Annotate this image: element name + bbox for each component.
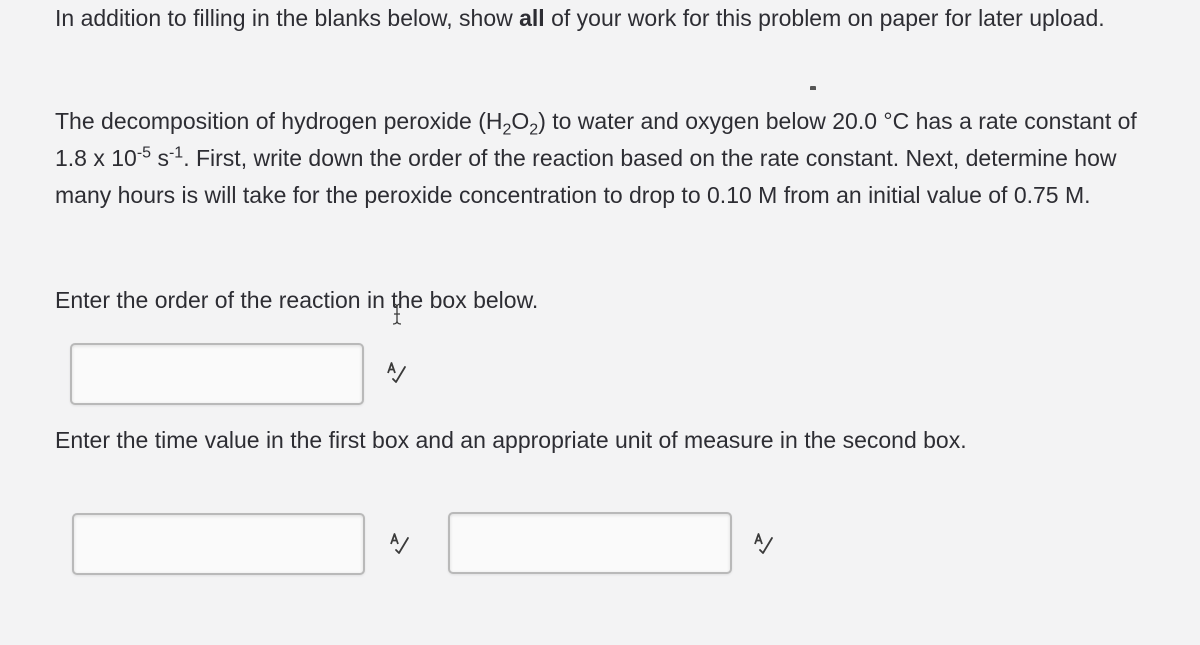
superscript-2: -1 (168, 144, 184, 162)
time-value-input[interactable] (72, 513, 365, 575)
subscript-1: 2 (502, 121, 512, 139)
spellcheck-icon[interactable] (385, 360, 409, 384)
spellcheck-icon[interactable] (388, 531, 412, 555)
problem-text-5: . First, write down the order of the reaction based on the rate constant. Next, determine how many hours is will take for the peroxide concentration to drop to 0.10 M from an initial value of 0.75 M. (55, 145, 1117, 208)
text-cursor-icon (392, 303, 402, 325)
instructions-prefix: In addition to filling in the blanks below, show (55, 5, 520, 31)
problem-statement (55, 103, 1165, 214)
instructions-text (55, 2, 1135, 35)
problem-text-1: The decomposition of hydrogen peroxide (H (55, 108, 503, 134)
subscript-2: 2 (529, 121, 539, 139)
reaction-order-input[interactable] (70, 343, 364, 405)
superscript-1: -5 (136, 144, 152, 162)
time-unit-input[interactable] (448, 512, 732, 574)
instructions-suffix: of your work for this problem on paper for later upload. (544, 5, 1105, 31)
order-prompt: Enter the order of the reaction in the box below. (55, 287, 539, 313)
instructions-bold: all (519, 5, 545, 31)
time-prompt: Enter the time value in the first box and an appropriate unit of measure in the second box. (55, 427, 967, 453)
spellcheck-icon[interactable] (752, 531, 776, 555)
problem-text-2: O (511, 108, 530, 134)
problem-text-3: ) to water and oxygen below 20.0 °C has a rate constant of 1.8 x 10 (55, 108, 1137, 171)
mouse-pointer-icon (810, 86, 816, 90)
problem-text-4: s (151, 145, 169, 171)
